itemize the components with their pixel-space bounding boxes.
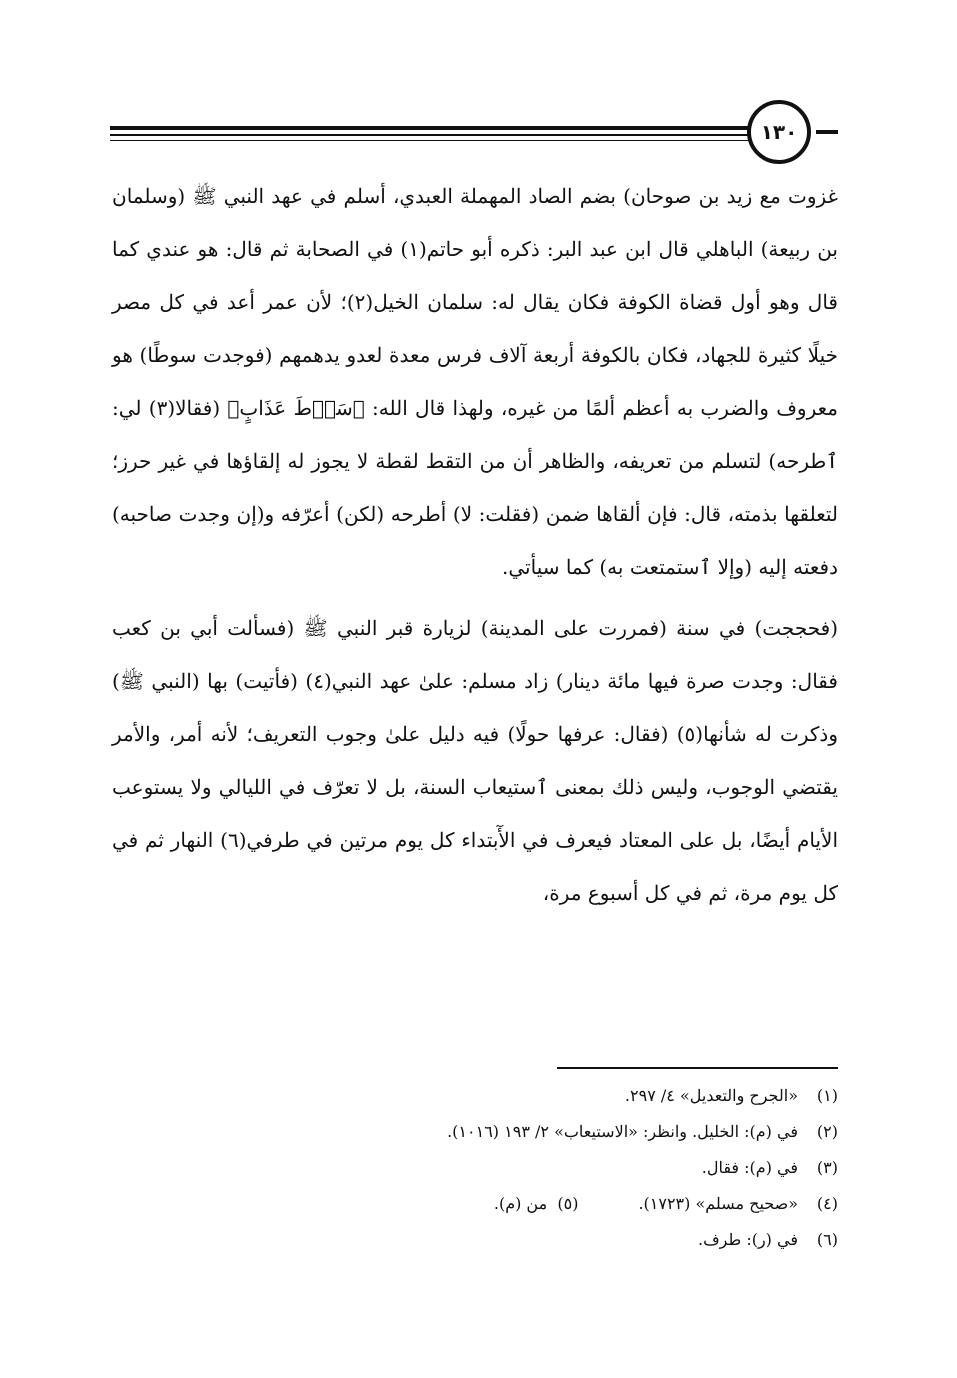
- footnotes: [110, 1078, 838, 1258]
- footnote-item: [110, 1114, 838, 1150]
- paragraph: (فحججت) في سنة (فمررت على المدينة) لزيارة قبر النبي ﷺ (فسألت أبي بن كعب فقال: وجدت صرة فيها مائة دينار) زاد مسلم: علىٰ عهد النبي(٤) (فأتيت) بها (النبي ﷺ) وذكرت له شأنها(٥) (فقال: عرفها حولًا) فيه دليل علىٰ وجوب التعريف؛ لأنه أمر، والأمر يقتضي الوجوب، وليس ذلك بمعنى ٱستيعاب السنة، بل لا تعرّف في الليالي ولا يستوعب الأيام أيضًا، بل على المعتاد فيعرف في الأٓبتداء كل يوم مرتين في طرفي(٦) النهار ثم في كل يوم مرة، ثم في كل أسبوع مرة،: [112, 616, 839, 905]
- footnote-number: (٦): [816, 1230, 838, 1249]
- footnote-text: من (م).: [493, 1194, 548, 1213]
- footnote-text: في (م): فقال.: [701, 1158, 798, 1177]
- footnote-number: (٢): [816, 1122, 838, 1141]
- header-rule: [110, 134, 750, 136]
- footnote-number: (٤): [816, 1194, 838, 1213]
- footnote-number: (١): [816, 1086, 838, 1105]
- paragraph: غزوت مع زيد بن صوحان) بضم الصاد المهملة العبدي، أسلم في عهد النبي ﷺ (وسلمان بن ربيعة) الباهلي قال ابن عبد البر: ذكره أبو حاتم(١) في الصحابة ثم قال: هو عندي كما قال وهو أول قضاة الكوفة فكان يقال له: سلمان الخيل(٢)؛ لأن عمر أعد في كل مصر خيلًا كثيرة للجهاد، فكان بالكوفة أربعة آلاف فرس معدة لعدو يدهمهم (فوجدت سوطًا) هو معروف والضرب به أعظم ألمًا من غيره، ولهذا قال الله: ﴿سَوۡطَ عَذَابٍ﴾ (فقالا(٣) لي: ٱطرحه) لتسلم من تعريفه، والظاهر أن من التقط لقطة لا يجوز له إلقاؤها في غير حرز؛ لتعلقها بذمته، قال: فإن ألقاها ضمن (فقلت: لا) أطرحه (لكن) أعرّفه و(إن وجدت صاحبه) دفعته إليه (وإلا ٱستمتعت به) كما سيأتي.: [112, 184, 838, 579]
- page-number: ١٣٠: [760, 120, 798, 144]
- footnote-item: [110, 1078, 838, 1114]
- header-rule: [110, 126, 750, 130]
- footnote-item: [110, 1150, 838, 1186]
- header-rule: [110, 140, 750, 141]
- footnote-text: «الجرح والتعديل» ٤/ ٢٩٧.: [624, 1086, 798, 1105]
- footnote-number: (٥): [557, 1194, 579, 1213]
- footnote-separator: [557, 1067, 838, 1069]
- header-rule-tail: [816, 130, 838, 134]
- footnote-text: «صحيح مسلم» (١٧٢٣).: [638, 1194, 798, 1213]
- footnote-text: في (ر): طرف.: [698, 1230, 798, 1249]
- footnote-number: (٣): [816, 1158, 838, 1177]
- footnote-text: في (م): الخليل. وانظر: «الاستيعاب» ٢/ ١٩٣ (١٠١٦).: [447, 1122, 798, 1141]
- page-header: [110, 98, 838, 168]
- footnote-item: [110, 1186, 838, 1222]
- main-text: [112, 170, 838, 920]
- page-number-badge: [747, 100, 811, 164]
- footnote-item: [110, 1222, 838, 1258]
